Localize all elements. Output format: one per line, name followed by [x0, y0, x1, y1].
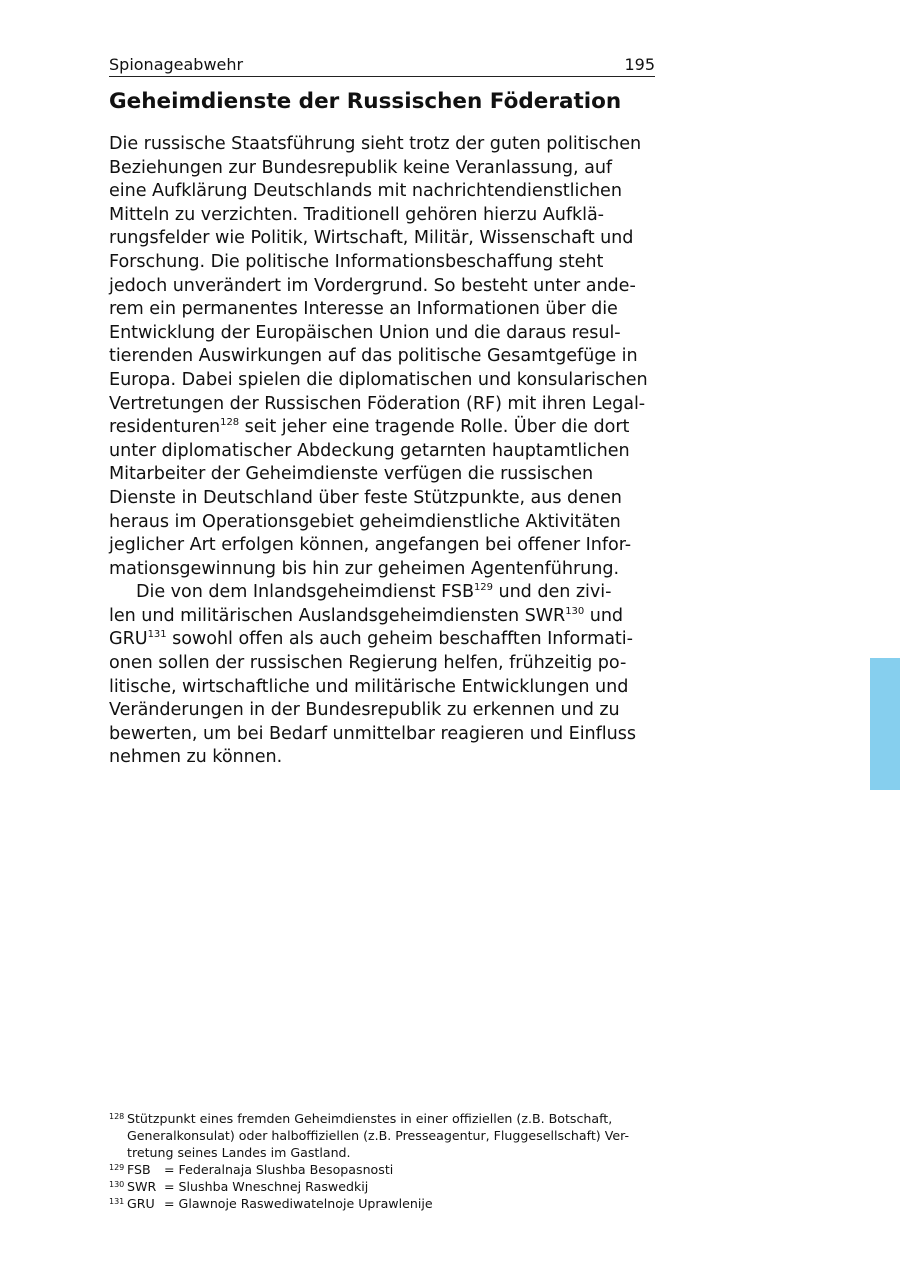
text-line: bewerten, um bei Bedarf unmittelbar reagieren und Einfluss [109, 723, 636, 744]
footnote-abbreviation: FSB [127, 1162, 151, 1177]
footnote-ref-128: 128 [220, 417, 240, 429]
footnote-ref-129: 129 [473, 582, 493, 594]
body-text [109, 133, 669, 770]
text-line: rem ein permanentes Interesse an Informationen über die [109, 299, 618, 320]
text-line: onen sollen der russischen Regierung helfen, frühzeitig po- [109, 653, 627, 674]
footnote-text: = Slushba Wneschnej Raswedkij [164, 1179, 369, 1194]
footnote-129 [109, 1161, 669, 1178]
text-segment: sowohl offen als auch geheim beschafften Informati- [166, 629, 633, 650]
text-line: Beziehungen zur Bundesrepublik keine Veranlassung, auf [109, 157, 613, 178]
footnote-text: = Federalnaja Slushba Besopasnosti [164, 1162, 394, 1177]
text-line: tierenden Auswirkungen auf das politische Gesamtgefüge in [109, 346, 638, 367]
footnote-130 [109, 1178, 669, 1195]
footnote-number: 128 [109, 1112, 125, 1121]
text-segment: seit jeher eine tragende Rolle. Über die dort [239, 417, 630, 438]
text-line: litische, wirtschaftliche und militärische Entwicklungen und [109, 676, 629, 697]
text-line: Dienste in Deutschland über feste Stützpunkte, aus denen [109, 487, 622, 508]
paragraph-1 [109, 133, 669, 581]
text-segment: und [584, 605, 624, 626]
section-title: Geheimdienste der Russischen Föderation [109, 89, 622, 114]
footnotes [109, 1110, 669, 1212]
text-line: nehmen zu können. [109, 747, 283, 768]
text-line: mationsgewinnung bis hin zur geheimen Agentenführung. [109, 558, 619, 579]
footnote-line: Generalkonsulat) oder halboffiziellen (z.B. Presseagentur, Fluggesellschaft) Ver- [127, 1128, 629, 1143]
text-line: eine Aufklärung Deutschlands mit nachrichtendienstlichen [109, 181, 622, 202]
text-line: Vertretungen der Russischen Föderation (RF) mit ihren Legal- [109, 393, 646, 414]
text-segment: residenturen [109, 417, 221, 438]
text-line: jedoch unverändert im Vordergrund. So besteht unter ande- [109, 275, 636, 296]
paragraph-2 [109, 581, 669, 770]
text-line: Mitarbeiter der Geheimdienste verfügen die russischen [109, 464, 594, 485]
footnote-ref-130: 130 [565, 605, 585, 617]
text-segment: GRU [109, 629, 148, 650]
text-line [109, 628, 669, 652]
text-line: unter diplomatischer Abdeckung getarnten hauptamtlichen [109, 440, 630, 461]
running-header [109, 54, 655, 77]
running-title: Spionageabwehr [109, 55, 244, 74]
chapter-thumb-tab [870, 658, 900, 790]
text-segment: und den zivi- [492, 582, 612, 603]
text-line: Europa. Dabei spielen die diplomatischen und konsularischen [109, 369, 648, 390]
text-line [109, 605, 669, 629]
footnote-128 [109, 1110, 669, 1161]
text-line [109, 416, 669, 440]
text-line: heraus im Operationsgebiet geheimdienstliche Aktivitäten [109, 511, 621, 532]
text-line: Forschung. Die politische Informationsbeschaffung steht [109, 251, 604, 272]
footnote-number: 131 [109, 1197, 125, 1206]
text-line [109, 581, 669, 605]
footnote-131 [109, 1195, 669, 1212]
text-line: rungsfelder wie Politik, Wirtschaft, Militär, Wissenschaft und [109, 228, 634, 249]
text-line: Entwicklung der Europäischen Union und die daraus resul- [109, 322, 621, 343]
page-number: 195 [624, 55, 655, 74]
footnote-abbreviation: GRU [127, 1196, 155, 1211]
footnote-text: = Glawnoje Raswediwatelnoje Uprawlenije [164, 1196, 433, 1211]
text-line: jeglicher Art erfolgen können, angefangen bei offener Infor- [109, 535, 632, 556]
footnote-ref-131: 131 [147, 629, 167, 641]
footnote-abbreviation: SWR [127, 1179, 157, 1194]
text-segment: Die von dem Inlandsgeheimdienst FSB [136, 582, 474, 603]
text-line: Veränderungen in der Bundesrepublik zu erkennen und zu [109, 700, 620, 721]
text-line: Mitteln zu verzichten. Traditionell gehören hierzu Aufklä- [109, 204, 604, 225]
footnote-line: tretung seines Landes im Gastland. [127, 1145, 351, 1160]
footnote-number: 129 [109, 1163, 125, 1172]
footnote-line: Stützpunkt eines fremden Geheimdienstes in einer offiziellen (z.B. Botschaft, [127, 1111, 613, 1126]
footnote-number: 130 [109, 1180, 125, 1189]
text-segment: len und militärischen Auslandsgeheimdiensten SWR [109, 605, 566, 626]
text-line: Die russische Staatsführung sieht trotz der guten politischen [109, 134, 642, 154]
